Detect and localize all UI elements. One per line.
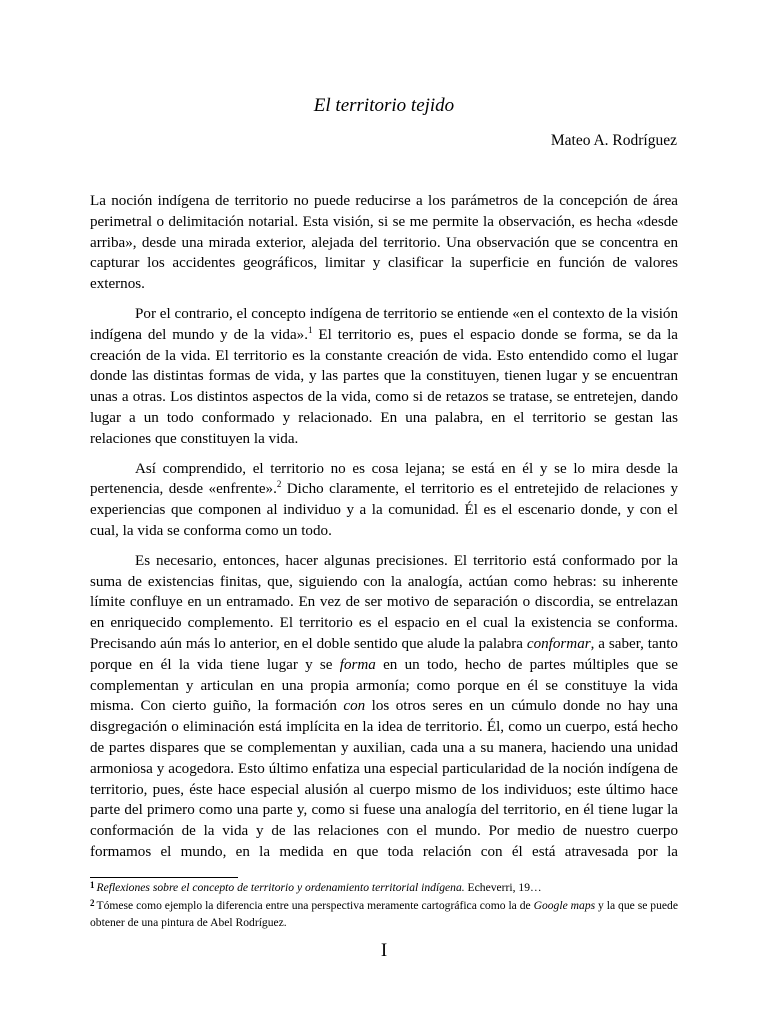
paragraph-2-text-a: Por el contrario, el concepto indígena de territorio se entiende «en el contexto de la visión indígena del mundo y de la vida».: [90, 305, 678, 343]
paragraph-4-text-c: en un todo, hecho de partes múltiples que se complementan y articulan en una propia armonía; como porque en él se constituye la vida misma. Con cierto guiño, la formación: [90, 656, 679, 715]
footnote-separator: [90, 877, 238, 878]
footnote-1-italic: Reflexiones sobre el concepto de territorio y ordenamiento territorial indígena.: [96, 881, 465, 894]
paragraph-3-text-a: Así comprendido, el territorio no es cosa lejana; se está en él y se lo mira desde la pertenencia, desde «enfrente».: [90, 460, 678, 498]
paragraph-2: [90, 304, 678, 450]
emphasis-forma: forma: [339, 656, 376, 673]
document-title: El territorio tejido: [313, 95, 455, 116]
emphasis-con: con: [343, 698, 366, 715]
paragraph-2-text-b: El territorio es, pues el espacio donde se forma, se da la creación de la vida. El territorio es la constante creación de vida. Esto entendido como el lugar donde las distintas formas de vida, y las partes que la constituyen, tienen lugar y se encuentran unas a otras. Los distintos aspectos de la vida, como si de retazos se tratase, se entretejen, dando lugar a un todo conformado y relacionado. En una palabra, en el territorio se gestan las relaciones que constituyen la vida.: [90, 326, 678, 447]
footnote-ref-2[interactable]: 2: [276, 479, 282, 490]
paragraph-4-text-b: , a saber, tanto porque en él la vida tiene lugar y se: [90, 635, 678, 673]
emphasis-conformar: conformar: [526, 635, 591, 652]
footnote-1-number: 1: [90, 880, 95, 890]
paragraph-4: [90, 551, 678, 863]
document-body: [90, 191, 678, 872]
page-number: I: [380, 940, 388, 961]
footnote-ref-1[interactable]: 1: [307, 324, 313, 335]
footnotes: [90, 879, 678, 932]
author-name: Mateo A. Rodríguez: [550, 132, 677, 149]
paragraph-3-text-b: Dicho claramente, el territorio es el entretejido de relaciones y experiencias que componen al individuo y a la comunidad. Él es el escenario donde, y con el cual, la vida se conforma como un todo.: [90, 481, 679, 539]
footnote-1-text: Echeverri, 19…: [464, 881, 542, 894]
footnote-2: [90, 897, 678, 932]
paragraph-4-text-a: Es necesario, entonces, hacer algunas precisiones. El territorio está conformado por la suma de existencias finitas, que, siguiendo con la analogía, actúan como hebras: su inherente límite confluye en un entramado. En vez de ser motivo de separación o discordia, se entrelazan en enriquecido complemento. El territorio es el espacio en el cual la existencia se conforma. Precisando aún más lo anterior, en el doble sentido que alude la palabra: [90, 552, 678, 652]
paragraph-3: [90, 459, 678, 542]
footnote-2-text-b: y la que se puede obtener de una pintura de Abel Rodríguez.: [90, 898, 678, 929]
footnote-1: [90, 879, 678, 897]
footnote-2-italic: Google maps: [533, 898, 596, 912]
footnote-2-text-a: Tómese como ejemplo la diferencia entre una perspectiva meramente cartográfica como la de: [96, 898, 534, 912]
footnote-2-number: 2: [90, 897, 95, 908]
paragraph-4-text-d: los otros seres en un cúmulo donde no hay una disgregación o eliminación está implícita en la idea de territorio. Él, como un cuerpo, está hecho de partes dispares que se complementan y auxilian, cada una a su manera, haciendo una unidad armoniosa y acogedora. Esto último enfatiza una especial particularidad de la noción indígena de territorio, pues, éste hace especial alusión al cuerpo mismo de los individuos; este último hace parte del primero como una parte y, como si fuese una analogía del territorio, en él tiene lugar la conformación de la vida y de las relaciones con el mundo. Por medio de nuestro cuerpo formamos el mundo, en la medida en que toda relación con él está atravesada por la: [90, 698, 678, 860]
paragraph-1: La noción indígena de territorio no puede reducirse a los parámetros de la concepción de área perimetral o delimitación notarial. Esta visión, si se me permite la observación, es hecha «desde arriba», desde una mirada exterior, alejada del territorio. Una observación que se concentra en capturar los accidentes geográficos, limitar y clasificar la superficie en función de valores externos.: [90, 193, 678, 293]
